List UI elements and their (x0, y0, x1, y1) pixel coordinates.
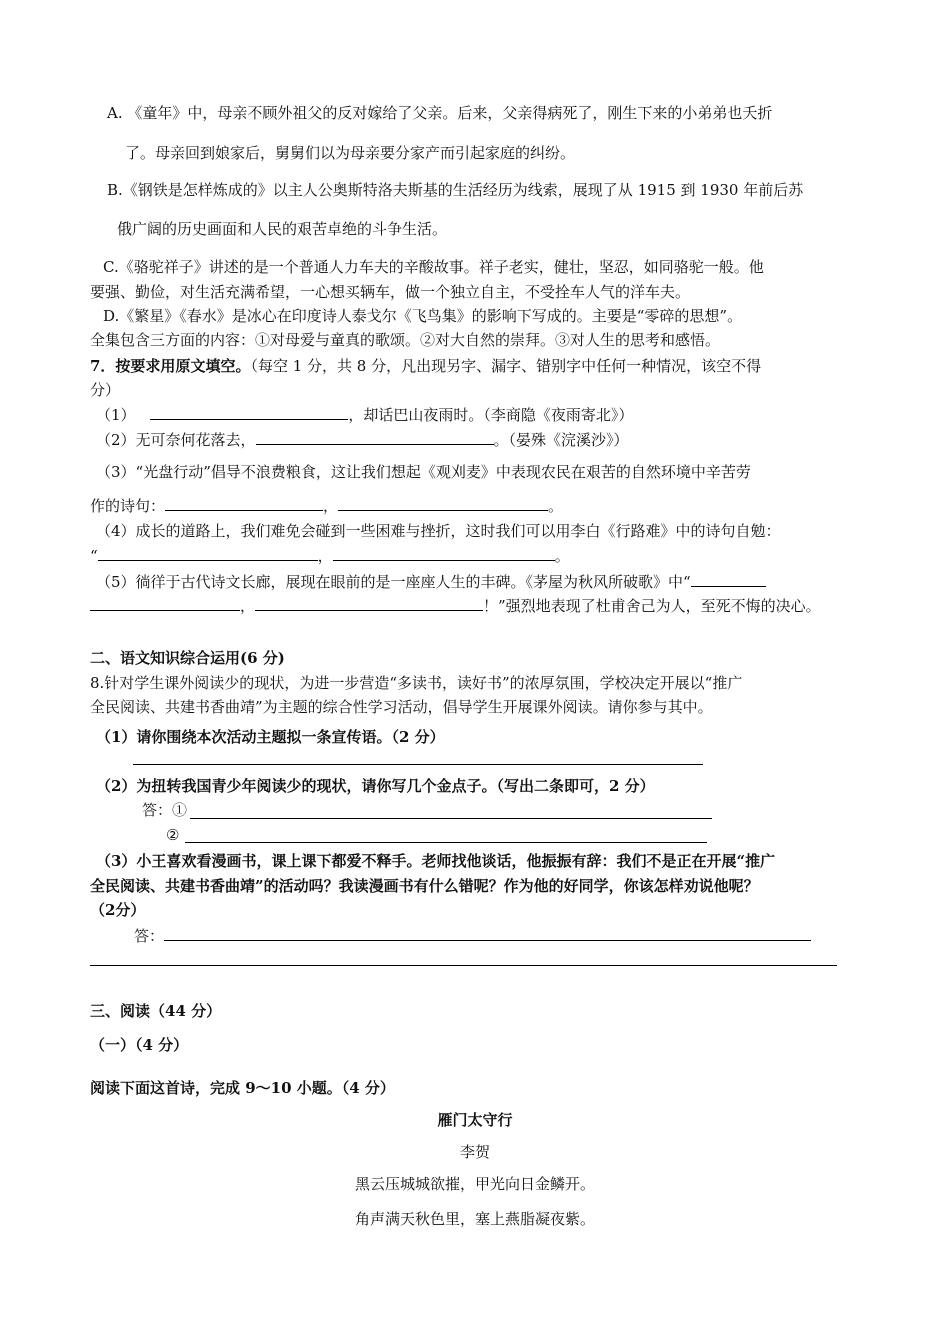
option-c-line2: 要强、勤俭，对生活充满希望，一心想买辆车，做一个独立自主，不受拴车人气的洋车夫。 (90, 283, 691, 301)
answer-line[interactable] (164, 940, 811, 941)
q7-sub5-line1 (96, 572, 766, 592)
answer-label: 答： (142, 801, 173, 819)
answer-row-1 (142, 800, 187, 820)
answer-blank[interactable] (256, 430, 494, 445)
q7-sub3-line2 (90, 496, 563, 516)
option-d-line2: 全集包含三方面的内容：①对母爱与童真的歌颂。②对大自然的崇拜。③对人生的思考和感悟。 (90, 331, 721, 349)
answer-line[interactable] (185, 842, 707, 843)
answer-line[interactable] (133, 764, 703, 765)
answer-line[interactable] (190, 818, 712, 819)
q8-part2: （2）为扭转我国青少年阅读少的现状，请你写几个金点子。（写出二条即可，2 分） (96, 777, 655, 795)
comma: ， (317, 547, 333, 565)
reading-instruction: 阅读下面这首诗，完成 9～10 小题。（4 分） (90, 1079, 395, 1097)
answer-blank[interactable] (333, 546, 555, 561)
section2-heading: 二、语文知识综合运用(6 分) (90, 649, 285, 667)
poem-title: 雁门太守行 (437, 1111, 513, 1129)
period: 。 (548, 497, 564, 515)
q7-sub1 (96, 405, 633, 425)
circle-number-2: ② (166, 826, 180, 844)
answer-label: 答： (134, 927, 165, 945)
q7-sub5-text: （5）徜徉于古代诗文长廊，展现在眼前的是一座座人生的丰碑。《茅屋为秋风所破歌》中“ (96, 573, 691, 591)
q8-line1: 8.针对学生课外阅读少的现状，为进一步营造“多读书，读好书”的浓厚氛围，学校决定开展以“推广 (90, 674, 743, 692)
option-c-line1: C.《骆驼祥子》讲述的是一个普通人力车夫的辛酸故事。祥子老实，健壮，坚忍，如同骆驼一般。他 (103, 258, 764, 276)
q7-heading: 7．按要求用原文填空。 (90, 357, 251, 375)
q7-note: （每空 1 分，共 8 分，凡出现另字、漏字、错别字中任何一种情况，该空不得 (250, 357, 762, 375)
answer-blank[interactable] (691, 572, 766, 587)
open-quote: “ (90, 547, 98, 565)
answer-blank[interactable] (150, 405, 348, 420)
q7-sub3-prompt: 作的诗句： (90, 497, 166, 515)
answer-line[interactable] (90, 965, 837, 966)
q7-sub5-line2 (90, 596, 821, 616)
q7-sub5-tail: ！”强烈地表现了杜甫舍己为人，至死不悔的决心。 (483, 597, 821, 615)
q7-note-line2: 分） (90, 381, 121, 399)
q7-sub4-line1: （4）成长的道路上，我们难免会碰到一些困难与挫折，这时我们可以用李白《行路难》中的诗句自勉： (96, 522, 781, 540)
poem-author: 李贺 (459, 1143, 490, 1161)
section3-heading: 三、阅读（44 分） (90, 1002, 222, 1020)
option-a-line2: 了。母亲回到娘家后，舅舅们以为母亲要分家产而引起家庭的纠纷。 (125, 144, 576, 162)
option-b-line2: 俄广阔的历史画面和人民的艰苦卓绝的斗争生活。 (117, 220, 448, 238)
period: 。 (554, 547, 570, 565)
q7-line1 (90, 356, 761, 376)
answer-blank[interactable] (255, 596, 483, 611)
option-b-line1: B.《钢铁是怎样炼成的》以主人公奥斯特洛夫斯基的生活经历为线索，展现了从 1915 到 1930 年前后苏 (107, 181, 804, 199)
comma: ， (240, 597, 256, 615)
option-a-line1: A. 《童年》中，母亲不顾外祖父的反对嫁给了父亲。后来，父亲得病死了，刚生下来的小弟弟也夭折 (107, 104, 773, 122)
q8-part3-line1: （3）小王喜欢看漫画书，课上课下都爱不释手。老师找他谈话，他振振有辞：我们不是正在开展“推广 (96, 852, 776, 870)
answer-blank[interactable] (90, 596, 240, 611)
section3-subsection: （一）（4 分） (90, 1036, 189, 1054)
option-d-line1: D.《繁星》《春水》是冰心在印度诗人泰戈尔《飞鸟集》的影响下写成的。主要是“零碎的思想”。 (103, 307, 743, 325)
answer-blank[interactable] (98, 546, 318, 561)
q7-sub2 (96, 430, 629, 450)
poem-line-2: 角声满天秋色里，塞上燕脂凝夜紫。 (354, 1210, 595, 1228)
comma: ， (323, 497, 339, 515)
q8-part1: （1）请你围绕本次活动主题拟一条宣传语。（2 分） (96, 728, 445, 746)
q8-part3-line3: （2分） (90, 901, 146, 919)
poem-line-1: 黑云压城城欲摧，甲光向日金鳞开。 (354, 1175, 595, 1193)
circle-number-1: ① (172, 801, 188, 819)
q7-sub1-number: （1） (96, 406, 136, 424)
q7-sub2-text: （2）无可奈何花落去， (96, 431, 256, 449)
answer-blank[interactable] (165, 496, 323, 511)
q7-sub3-line1: （3）“光盘行动”倡导不浪费粮食，这让我们想起《观刈麦》中表现农民在艰苦的自然环境中辛苦劳 (96, 463, 751, 481)
q7-sub1-text: ，却话巴山夜雨时。（李商隐《夜雨寄北》） (348, 406, 634, 424)
answer-blank[interactable] (338, 496, 548, 511)
q8-line2: 全民阅读、共建书香曲靖”为主题的综合性学习活动，倡导学生开展课外阅读。请你参与其中。 (90, 698, 713, 716)
q7-sub2-tail: 。（晏殊《浣溪沙》） (493, 431, 629, 449)
q8-part3-line2: 全民阅读、共建书香曲靖”的活动吗？我读漫画书有什么错呢？作为他的好同学，你该怎样劝说他呢？ (90, 877, 759, 895)
q7-sub4-line2 (90, 546, 570, 566)
